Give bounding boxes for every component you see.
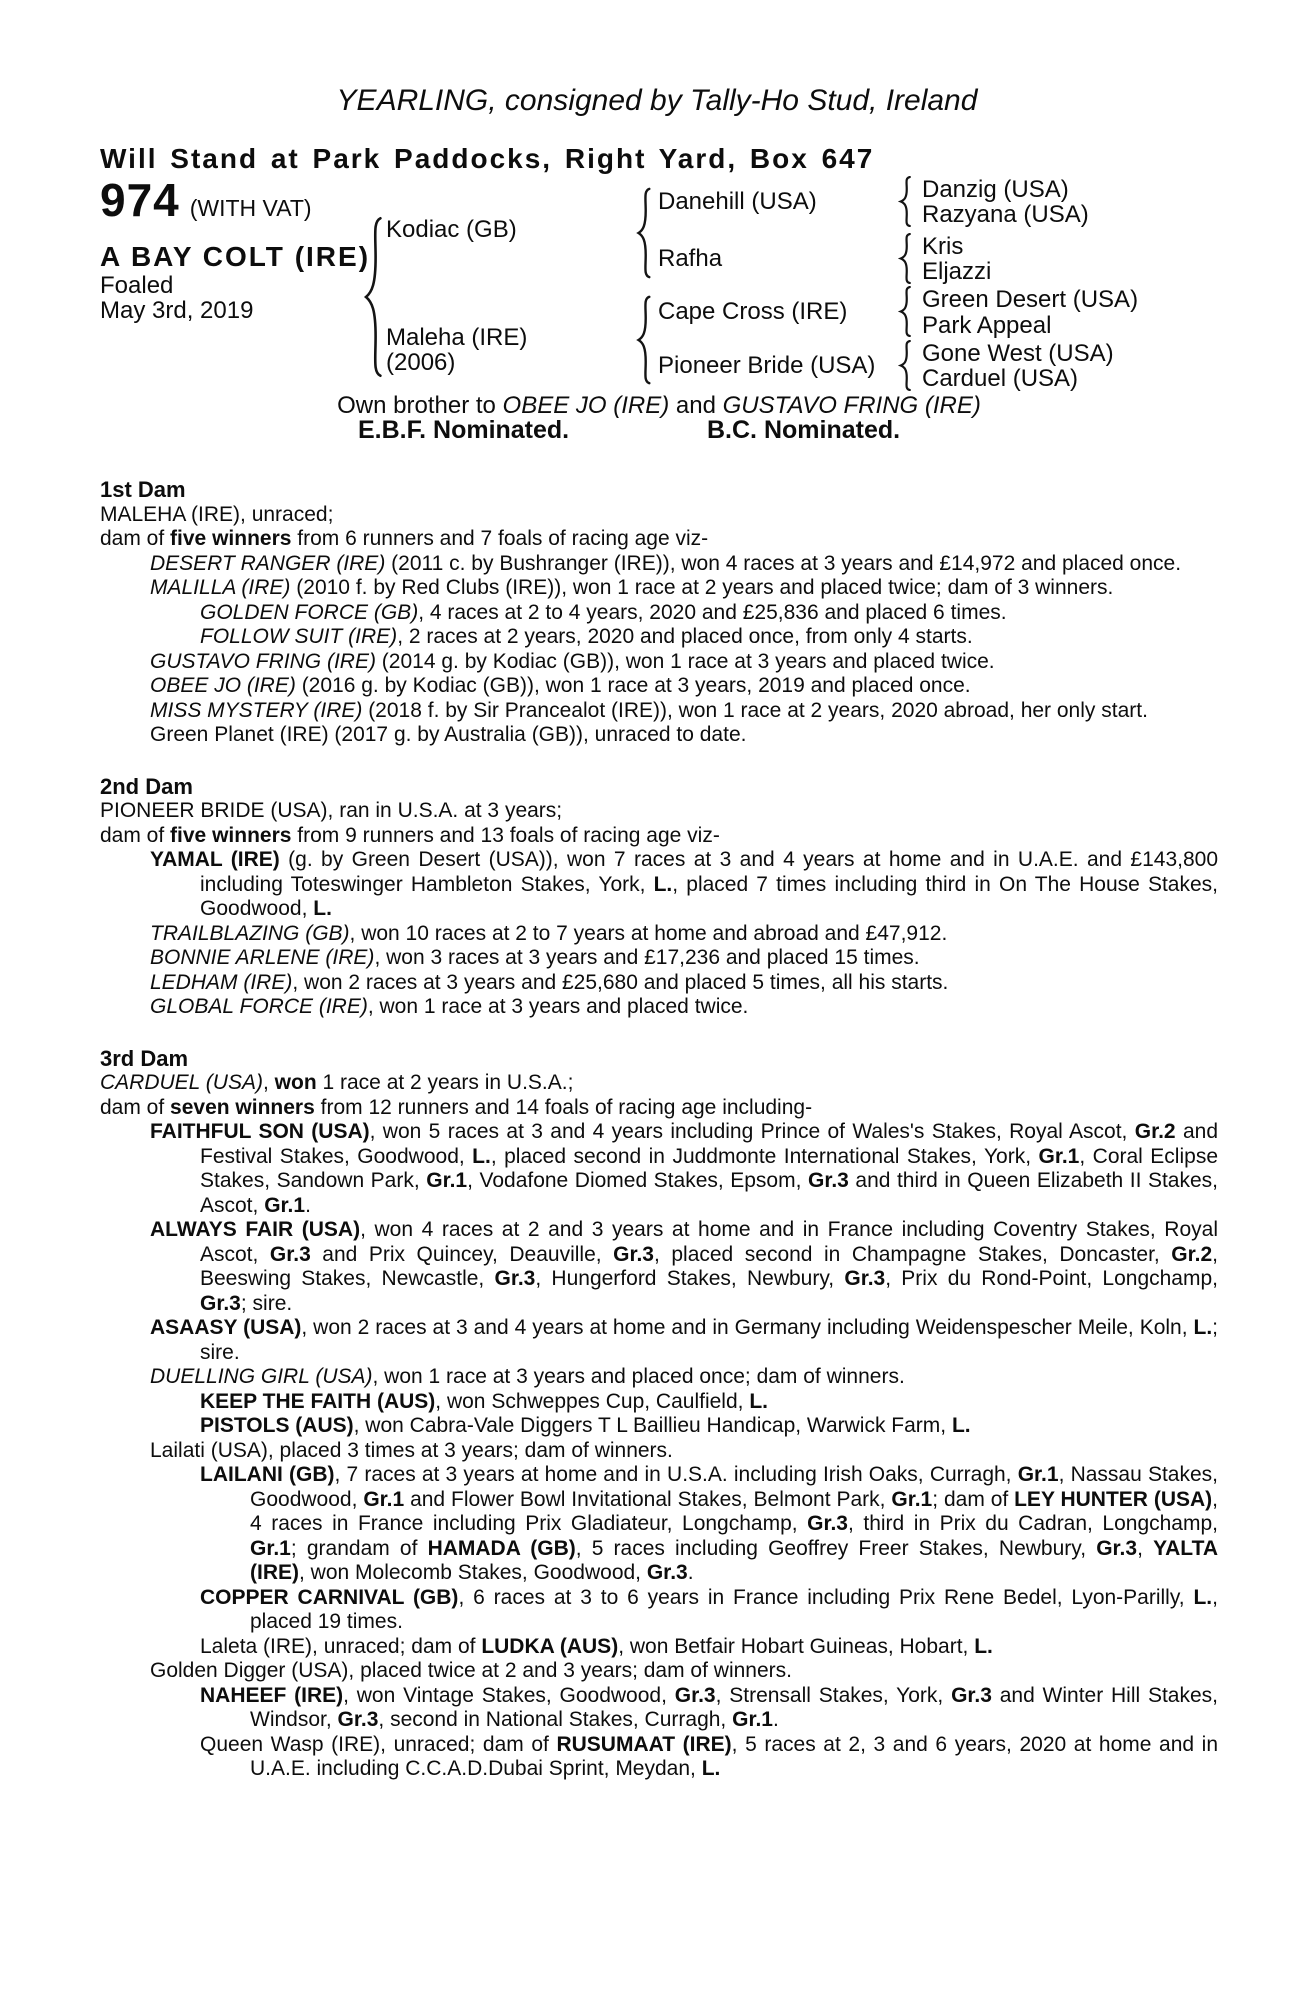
text-segment: Lailati (USA), placed 3 times at 3 years; dam of winners. (150, 1438, 673, 1462)
bc-nomination: B.C. Nominated. (707, 416, 901, 444)
text-segment: , (262, 1071, 275, 1094)
text-segment: , Beeswing Stakes, Newcastle, (200, 1242, 1219, 1290)
text-segment: GUSTAVO FRING (IRE) (150, 649, 376, 673)
text-segment: Green Planet (IRE) (2017 g. by Australia (GB)), unraced to date. (150, 723, 747, 746)
text-segment: , Coral Eclipse Stakes, Sandown Park, (200, 1144, 1218, 1192)
lot-header (100, 174, 312, 226)
pedigree-ancestor: Danzig (USA) (922, 176, 1069, 203)
text-segment: L. (313, 897, 332, 920)
text-segment: Gr.3 (951, 1683, 992, 1707)
dam-section-1 (100, 478, 1218, 748)
text-segment: , won 3 races at 3 years and £17,236 and placed 15 times. (374, 946, 920, 969)
text-segment: GOLDEN FORCE (GB) (200, 600, 419, 624)
text-segment: LUDKA (AUS) (481, 1634, 619, 1658)
text-segment: GUSTAVO FRING (IRE) (722, 392, 981, 419)
text-segment: Gr.3 (674, 1683, 716, 1707)
text-segment: L. (472, 1144, 491, 1168)
text-segment: L. (1193, 1585, 1213, 1609)
dam-section-body (100, 1071, 1218, 1782)
catalogue-text-line (100, 1684, 1218, 1733)
dam-section-heading: 1st Dam (100, 477, 186, 502)
catalogue-text-line (100, 1071, 1218, 1096)
gen1-brace-icon (360, 215, 384, 379)
catalogue-text-line (100, 552, 1218, 577)
text-segment: , placed 7 times including third in On The House Stakes, Goodwood, (200, 872, 1218, 920)
dam-sections (100, 445, 1218, 1782)
pedigree-dam: Maleha (IRE) (386, 324, 528, 351)
dam-section-body (100, 503, 1218, 748)
catalogue-text-line (100, 1096, 1218, 1121)
catalogue-text-line (100, 650, 1218, 675)
text-segment: ; grandam of (290, 1536, 428, 1560)
catalogue-text-line (100, 1365, 1218, 1390)
text-segment: , third in Prix du Cadran, Longchamp, (848, 1512, 1218, 1535)
catalogue-text-line (100, 1733, 1218, 1782)
text-segment: , 7 races at 3 years at home and in U.S.A. including Irish Oaks, Curragh, (334, 1463, 1018, 1486)
text-segment: ; sire. (240, 1291, 293, 1315)
text-segment: . (772, 1708, 779, 1731)
text-segment: L. (1193, 1316, 1213, 1339)
catalogue-text-line (100, 1414, 1218, 1439)
text-segment: Gr.3 (200, 1291, 241, 1315)
gen3-brace-icon (897, 233, 912, 284)
text-segment: PIONEER BRIDE (USA), ran in U.S.A. at 3 years; (100, 799, 563, 822)
text-segment: , 4 races at 2 to 4 years, 2020 and £25,836 and placed 6 times. (418, 600, 1007, 624)
text-segment: and Winter Hill Stakes, Windsor, (250, 1683, 1219, 1731)
pedigree-grandsire: Cape Cross (IRE) (658, 298, 848, 325)
catalogue-text-line (100, 995, 1218, 1020)
text-segment: KEEP THE FAITH (AUS) (200, 1389, 436, 1413)
pedigree-ancestor: Park Appeal (922, 312, 1052, 339)
text-segment: , 6 races at 3 to 6 years in France including Prix Rene Bedel, Lyon-Parilly, (458, 1585, 1194, 1609)
text-segment: , placed 19 times. (250, 1585, 1218, 1633)
text-segment: Golden Digger (USA), placed twice at 2 and 3 years; dam of winners. (150, 1659, 792, 1682)
catalogue-text-line (100, 723, 1218, 748)
catalogue-text-line (100, 503, 1218, 528)
text-segment: , won 4 races at 2 and 3 years at home and in France including Coventry Stakes, Royal Ascot, (200, 1218, 1218, 1266)
text-segment: COPPER CARNIVAL (GB) (200, 1585, 459, 1609)
text-segment: and Prix Quincey, Deauville, (310, 1242, 614, 1266)
text-segment: GLOBAL FORCE (IRE) (150, 995, 368, 1018)
text-segment: L. (653, 872, 673, 896)
text-segment: , won 2 races at 3 years and £25,680 and placed 5 times, all his starts. (292, 970, 949, 994)
catalogue-text-line (100, 527, 1218, 552)
text-segment: , Prix du Rond-Point, Longchamp, (885, 1267, 1218, 1290)
text-segment: Gr.3 (807, 1512, 848, 1535)
text-segment: L. (974, 1634, 993, 1658)
text-segment: ; sire. (200, 1316, 1219, 1364)
text-segment: , won 1 race at 3 years and placed once; dam of winners. (372, 1365, 905, 1388)
text-segment: five winners (170, 527, 292, 550)
text-segment: won (274, 1071, 317, 1094)
text-segment: Gr.3 (269, 1242, 311, 1266)
text-segment: and third in Queen Elizabeth II Stakes, Ascot, (200, 1169, 1218, 1217)
text-segment: . (687, 1561, 694, 1584)
horse-description: A BAY COLT (IRE) (100, 241, 371, 272)
text-segment: L. (701, 1757, 721, 1780)
text-segment: , 5 races including Geoffrey Freer Stakes, Newbury, (575, 1536, 1097, 1560)
gen3-brace-icon (897, 176, 912, 227)
foaled-label: Foaled (100, 272, 174, 299)
catalogue-text-line (100, 1218, 1218, 1316)
pedigree-ancestor: Green Desert (USA) (922, 286, 1139, 313)
catalogue-text-line (100, 1659, 1218, 1684)
text-segment: , Hungerford Stakes, Newbury, (535, 1267, 845, 1290)
text-segment: MISS MYSTERY (IRE) (150, 698, 363, 722)
text-segment: , won Schweppes Cup, Caulfield, (435, 1389, 750, 1413)
catalogue-text-line (100, 824, 1218, 849)
text-segment: from 12 runners and 14 foals of racing age including- (314, 1095, 813, 1119)
text-segment: and (669, 392, 723, 419)
vat-note: (WITH VAT) (189, 195, 312, 221)
text-segment: MALEHA (IRE), unraced; (100, 502, 334, 526)
own-brother-note (100, 392, 1218, 420)
text-segment: YAMAL (IRE) (150, 848, 280, 871)
text-segment: Gr.3 (844, 1267, 886, 1290)
text-segment: CARDUEL (USA) (100, 1071, 263, 1094)
text-segment: Gr.3 (337, 1708, 379, 1731)
text-segment: dam of (100, 1095, 171, 1119)
catalogue-text-line (100, 1439, 1218, 1464)
text-segment: five winners (170, 823, 292, 847)
text-segment: (2018 f. by Sir Prancealot (IRE)), won 1 race at 2 years, 2020 abroad, her only start. (362, 698, 1148, 722)
text-segment: DESERT RANGER (IRE) (150, 551, 386, 575)
text-segment: (2010 f. by Red Clubs (IRE)), won 1 race at 2 years and placed twice; dam of 3 winners. (290, 576, 1114, 599)
text-segment: Queen Wasp (IRE), unraced; dam of (200, 1732, 557, 1756)
ebf-nomination: E.B.F. Nominated. (358, 416, 570, 444)
dam-section-2 (100, 775, 1218, 1020)
catalogue-text-line (100, 1316, 1218, 1365)
text-segment: FAITHFUL SON (USA) (150, 1120, 370, 1143)
pedigree-ancestor: Carduel (USA) (922, 365, 1079, 392)
text-segment: YALTA (IRE) (250, 1536, 1219, 1584)
text-segment: Laleta (IRE), unraced; dam of (200, 1634, 482, 1658)
text-segment: Gr.1 (1038, 1144, 1080, 1168)
text-segment: and Flower Bowl Invitational Stakes, Belmont Park, (404, 1487, 892, 1511)
pedigree-granddam: Pioneer Bride (USA) (658, 352, 876, 379)
text-segment: , (1137, 1536, 1154, 1560)
text-segment: Gr.1 (363, 1487, 405, 1511)
text-segment: Gr.3 (646, 1561, 688, 1584)
catalogue-text-line (100, 1120, 1218, 1218)
pedigree-ancestor: Kris (922, 233, 964, 260)
text-segment: , won 1 race at 3 years and placed twice. (367, 995, 749, 1018)
catalogue-text-line (100, 1635, 1218, 1660)
text-segment: Gr.3 (494, 1267, 536, 1290)
dam-section-heading: 2nd Dam (100, 773, 193, 799)
text-segment: , 4 races in France including Prix Gladiateur, Longchamp, (250, 1487, 1219, 1535)
text-segment: and Festival Stakes, Goodwood, (200, 1120, 1218, 1168)
text-segment: Gr.3 (1096, 1536, 1138, 1560)
gen3-brace-icon (897, 340, 912, 391)
catalogue-text-line (100, 674, 1218, 699)
catalogue-text-line (100, 576, 1218, 601)
foaled-date: May 3rd, 2019 (100, 297, 254, 324)
text-segment: (2016 g. by Kodiac (GB)), won 1 race at 3 years, 2019 and placed once. (295, 674, 971, 697)
text-segment: ASAASY (USA) (150, 1316, 302, 1339)
text-segment: Gr.1 (426, 1169, 468, 1192)
text-segment: DUELLING GIRL (USA) (150, 1365, 373, 1388)
text-segment: OBEE JO (IRE) (150, 674, 296, 697)
stand-location-line: Will Stand at Park Paddocks, Right Yard, Box 647 (100, 143, 875, 174)
text-segment: Gr.2 (1134, 1120, 1176, 1143)
catalogue-text-line (100, 625, 1218, 650)
dam-section-3 (100, 1047, 1218, 1782)
catalogue-text-line (100, 971, 1218, 996)
text-segment: Gr.3 (807, 1169, 849, 1192)
catalogue-text-line (100, 1586, 1218, 1635)
text-segment: seven winners (170, 1095, 315, 1119)
catalogue-text-line (100, 601, 1218, 626)
text-segment: from 6 runners and 7 foals of racing age viz- (291, 527, 709, 550)
pedigree-ancestor: Eljazzi (922, 258, 992, 285)
catalogue-text-line (100, 1390, 1218, 1415)
pedigree-granddam: Rafha (658, 245, 723, 272)
text-segment: , won Cabra-Vale Diggers T L Baillieu Handicap, Warwick Farm, (353, 1414, 952, 1437)
text-segment: , placed second in Juddmonte International Stakes, York, (490, 1144, 1039, 1168)
pedigree-block (100, 175, 1218, 445)
text-segment: LEY HUNTER (USA) (1014, 1487, 1213, 1511)
text-segment: OBEE JO (IRE) (502, 392, 670, 419)
text-segment: BONNIE ARLENE (IRE) (150, 946, 375, 969)
text-segment: NAHEEF (IRE) (200, 1683, 344, 1707)
pedigree-grandsire: Danehill (USA) (658, 188, 817, 215)
catalogue-text-line (100, 922, 1218, 947)
text-segment: dam of (100, 527, 171, 550)
text-segment: Gr.2 (1171, 1242, 1213, 1266)
text-segment: , Vodafone Diomed Stakes, Epsom, (467, 1169, 808, 1192)
text-segment: (2014 g. by Kodiac (GB)), won 1 race at 3 years and placed twice. (375, 649, 995, 673)
catalogue-text-line (100, 848, 1218, 922)
text-segment: . (305, 1193, 311, 1217)
text-segment: Gr.1 (250, 1536, 291, 1560)
text-segment: , 5 races at 2, 3 and 6 years, 2020 at home and in U.A.E. including C.C.A.D.Dubai Sprint, Meydan, (250, 1732, 1218, 1780)
text-segment: (g. by Green Desert (USA)), won 7 races at 3 and 4 years at home and in U.A.E. and £143,800 including Toteswinger Hambleton Stakes, York, (200, 848, 1219, 896)
gen2-brace-icon (634, 187, 652, 279)
text-segment: 1 race at 2 years in U.S.A.; (316, 1071, 574, 1094)
text-segment: , second in National Stakes, Curragh, (378, 1708, 733, 1731)
text-segment: Gr.1 (732, 1708, 773, 1731)
text-segment: L. (749, 1389, 768, 1413)
page-title: YEARLING, consigned by Tally-Ho Stud, Ireland (336, 84, 978, 117)
text-segment: , won 2 races at 3 and 4 years at home and in Germany including Weidenspescher Meile, Koln, (301, 1316, 1194, 1339)
text-segment: , won Betfair Hobart Guineas, Hobart, (618, 1634, 975, 1658)
text-segment: (2011 c. by Bushranger (IRE)), won 4 races at 3 years and £14,972 and placed once. (385, 551, 1182, 575)
pedigree-dam-year: (2006) (386, 349, 456, 376)
text-segment: dam of (100, 823, 171, 847)
text-segment: RUSUMAAT (IRE) (556, 1732, 732, 1756)
text-segment: L. (951, 1414, 971, 1437)
pedigree-ancestor: Razyana (USA) (922, 201, 1089, 228)
text-segment: , won Molecomb Stakes, Goodwood, (299, 1561, 647, 1584)
catalogue-text-line (100, 1463, 1218, 1586)
text-segment: HAMADA (GB) (427, 1536, 576, 1560)
text-segment: , won Vintage Stakes, Goodwood, (343, 1683, 675, 1707)
gen3-brace-icon (897, 286, 912, 337)
text-segment: Gr.3 (613, 1242, 654, 1266)
text-segment: , 2 races at 2 years, 2020 and placed once, from only 4 starts. (397, 625, 973, 648)
gen2-brace-icon (634, 295, 652, 385)
text-segment: Gr.1 (264, 1193, 306, 1217)
text-segment: , won 10 races at 2 to 7 years at home and abroad and £47,912. (349, 921, 948, 945)
dam-section-body (100, 799, 1218, 1020)
text-segment: Gr.1 (891, 1487, 933, 1511)
text-segment: Gr.1 (1017, 1463, 1059, 1486)
catalogue-text-line (100, 799, 1218, 824)
text-segment: FOLLOW SUIT (IRE) (200, 625, 398, 648)
text-segment: LEDHAM (IRE) (150, 970, 293, 994)
text-segment: ALWAYS FAIR (USA) (150, 1218, 361, 1241)
text-segment: , won 5 races at 3 and 4 years including Prince of Wales's Stakes, Royal Ascot, (369, 1120, 1135, 1143)
text-segment: from 9 runners and 13 foals of racing age viz- (291, 823, 720, 847)
catalogue-text-line (100, 699, 1218, 724)
text-segment: , Nassau Stakes, Goodwood, (250, 1463, 1218, 1511)
text-segment: MALILLA (IRE) (150, 576, 291, 599)
catalogue-text-line (100, 946, 1218, 971)
text-segment: PISTOLS (AUS) (200, 1414, 354, 1437)
text-segment: ; dam of (932, 1487, 1015, 1511)
text-segment: , Strensall Stakes, York, (715, 1683, 952, 1707)
dam-section-heading: 3rd Dam (100, 1045, 189, 1071)
lot-number: 974 (100, 174, 180, 226)
text-segment: LAILANI (GB) (200, 1463, 335, 1486)
text-segment: TRAILBLAZING (GB) (150, 921, 350, 945)
pedigree-sire: Kodiac (GB) (386, 216, 517, 243)
text-segment: Own brother to (337, 392, 503, 419)
pedigree-ancestor: Gone West (USA) (922, 340, 1114, 367)
text-segment: , placed second in Champagne Stakes, Doncaster, (654, 1242, 1172, 1266)
